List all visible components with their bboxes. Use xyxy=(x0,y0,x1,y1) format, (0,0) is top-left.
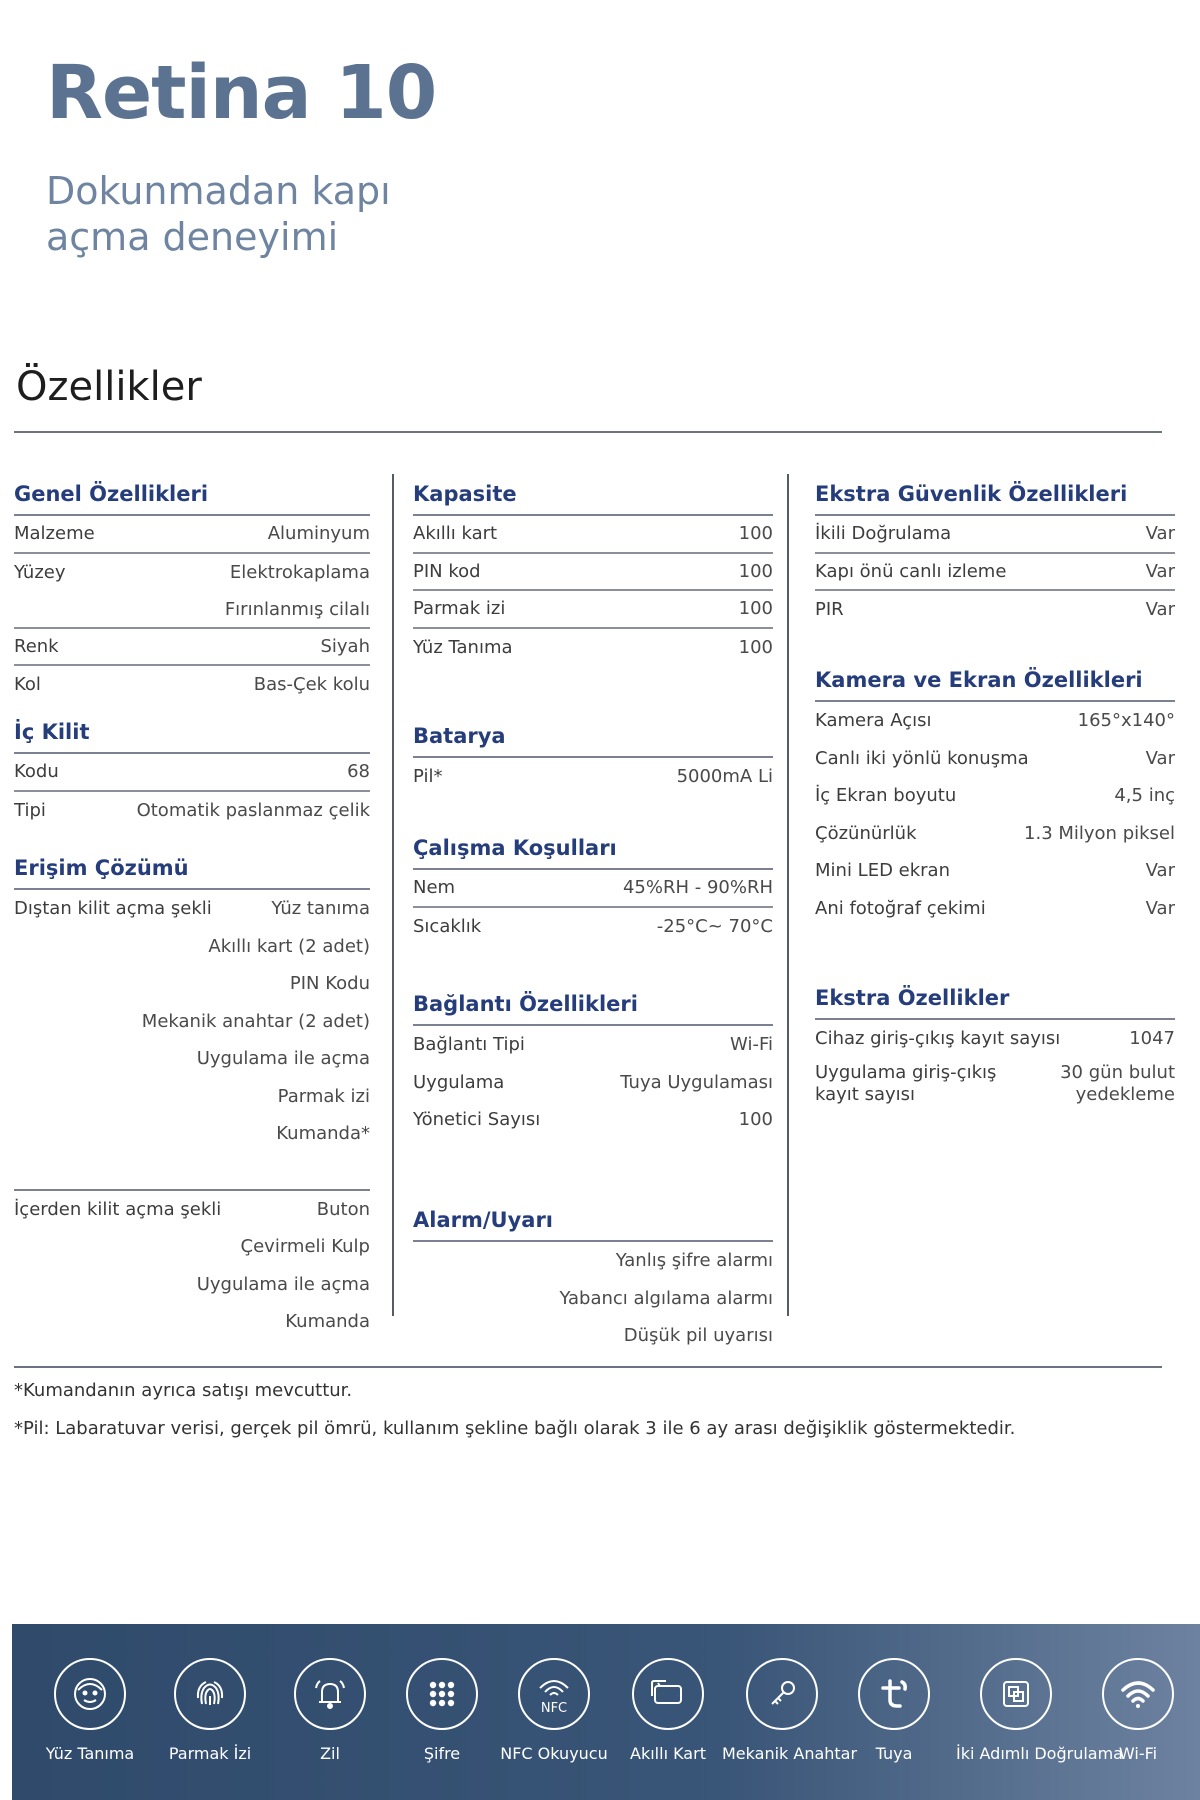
spec-value xyxy=(1060,1062,1175,1106)
spec-key: Ani fotoğraf çekimi xyxy=(815,897,986,919)
group-baglanti xyxy=(413,984,773,1139)
spec-key: PIN kod xyxy=(413,560,481,582)
spec-value-cont: Uygulama ile açma xyxy=(196,1048,370,1069)
group-title: Ekstra Güvenlik Özellikleri xyxy=(815,474,1175,516)
feature-tuya xyxy=(834,1658,954,1763)
spec-row xyxy=(815,591,1175,629)
spec-key-line: Uygulama giriş-çıkış xyxy=(815,1061,997,1083)
group-batarya xyxy=(413,716,773,796)
spec-row xyxy=(413,1101,773,1139)
column-divider-1 xyxy=(392,474,394,1316)
spec-row xyxy=(815,815,1175,853)
subtitle-line-2: açma deneyimi xyxy=(46,215,339,259)
feature-label: İki Adımlı Doğrulama xyxy=(956,1744,1123,1763)
spec-value-cont: Çevirmeli Kulp xyxy=(240,1236,370,1257)
spec-value-line: yedekleme xyxy=(1075,1083,1175,1105)
wifi-icon xyxy=(1102,1658,1174,1730)
spec-key: Kamera Açısı xyxy=(815,710,932,732)
spec-row xyxy=(413,758,773,796)
feature-label: Mekanik Anahtar xyxy=(722,1744,858,1763)
spec-key: İkili Doğrulama xyxy=(815,523,952,545)
feature-label: Zil xyxy=(320,1744,340,1763)
feature-two-factor xyxy=(956,1658,1123,1763)
group-title: Alarm/Uyarı xyxy=(413,1200,773,1242)
fingerprint-icon xyxy=(174,1658,246,1730)
spec-value: 68 xyxy=(347,761,370,783)
spec-row xyxy=(815,554,1175,592)
spec-key: Uygulama xyxy=(413,1071,505,1093)
spec-row xyxy=(413,870,773,908)
group-ic-kilit xyxy=(14,712,370,829)
face-icon xyxy=(54,1658,126,1730)
spec-value-line: 30 gün bulut xyxy=(1060,1061,1175,1083)
group-kapasite xyxy=(413,474,773,666)
product-title: Retina 10 xyxy=(46,50,437,136)
spec-key: Canlı iki yönlü konuşma xyxy=(815,747,1029,769)
spec-key: Pil* xyxy=(413,766,443,788)
spec-value: Buton xyxy=(316,1198,370,1220)
spec-value: 100 xyxy=(738,1109,773,1131)
spec-key: İçerden kilit açma şekli xyxy=(14,1198,222,1220)
spec-key: Kodu xyxy=(14,761,59,783)
spec-key-line: kayıt sayısı xyxy=(815,1083,916,1105)
spec-value: Var xyxy=(1145,560,1175,582)
spec-row xyxy=(815,516,1175,554)
spec-value: Var xyxy=(1145,897,1175,919)
alarm-item: Yabancı algılama alarmı xyxy=(559,1287,773,1309)
footnote: *Kumandanın ayrıca satışı mevcuttur. xyxy=(14,1380,353,1401)
group-ekstra-guvenlik xyxy=(815,474,1175,629)
spec-value: Var xyxy=(1145,860,1175,882)
alarm-item: Düşük pil uyarısı xyxy=(623,1325,773,1346)
spec-key: Malzeme xyxy=(14,523,95,545)
spec-row xyxy=(14,792,370,830)
divider-bottom xyxy=(14,1366,1162,1368)
spec-value-cont: Mekanik anahtar (2 adet) xyxy=(141,1010,370,1032)
spec-value-cont: Kumanda* xyxy=(276,1123,370,1144)
spec-value-cont: PIN Kodu xyxy=(289,973,370,994)
spec-value: 165°x140° xyxy=(1077,710,1175,732)
spec-row xyxy=(815,702,1175,740)
spec-row xyxy=(413,591,773,629)
spec-value-cont: Fırınlanmış cilalı xyxy=(14,591,370,629)
subtitle-line-1: Dokunmadan kapı xyxy=(46,169,391,213)
spec-key: Nem xyxy=(413,877,456,899)
spec-key: Mini LED ekran xyxy=(815,860,950,882)
spec-value: Var xyxy=(1145,599,1175,621)
feature-label: Şifre xyxy=(423,1744,461,1763)
two-factor-icon xyxy=(980,1658,1052,1730)
spec-key: Çözünürlük xyxy=(815,822,917,844)
spec-row xyxy=(14,629,370,667)
feature-face xyxy=(30,1658,150,1763)
spec-value: Wi-Fi xyxy=(730,1034,773,1056)
spec-value-cont: Uygulama ile açma xyxy=(196,1273,370,1295)
spec-value: Var xyxy=(1145,747,1175,769)
group-title: Çalışma Koşulları xyxy=(413,828,773,870)
feature-label: Wi-Fi xyxy=(1118,1744,1158,1763)
group-ekstra xyxy=(815,978,1175,1114)
spec-value: 100 xyxy=(738,523,773,545)
spec-key: Cihaz giriş-çıkış kayıt sayısı xyxy=(815,1028,1061,1050)
group-title: Ekstra Özellikler xyxy=(815,978,1175,1020)
spec-value: Elektrokaplama xyxy=(229,561,370,583)
spec-key: Dıştan kilit açma şekli xyxy=(14,898,212,920)
spec-value: 1.3 Milyon piksel xyxy=(1024,822,1175,844)
nfc-icon xyxy=(518,1658,590,1730)
card-icon xyxy=(632,1658,704,1730)
spec-value: Var xyxy=(1145,523,1175,545)
spec-row xyxy=(413,1064,773,1102)
spec-row xyxy=(815,890,1175,928)
spec-key: Tipi xyxy=(14,799,46,821)
spec-row xyxy=(14,890,370,928)
group-calisma xyxy=(413,828,773,945)
feature-keypad xyxy=(382,1658,502,1763)
key-icon xyxy=(746,1658,818,1730)
spec-row xyxy=(413,1026,773,1064)
group-title: Bağlantı Özellikleri xyxy=(413,984,773,1026)
spec-key: Bağlantı Tipi xyxy=(413,1034,525,1056)
svg-text:NFC: NFC xyxy=(540,1701,568,1716)
spec-row xyxy=(413,629,773,667)
feature-label: Akıllı Kart xyxy=(630,1744,706,1763)
spec-row xyxy=(815,1020,1175,1058)
spec-row xyxy=(14,516,370,554)
spec-key: Sıcaklık xyxy=(413,915,482,937)
tuya-icon xyxy=(858,1658,930,1730)
spec-key: İç Ekran boyutu xyxy=(815,785,957,807)
feature-bell xyxy=(270,1658,390,1763)
spec-key: Kapı önü canlı izleme xyxy=(815,560,1007,582)
spec-value: 100 xyxy=(738,560,773,582)
spec-value: -25°C~ 70°C xyxy=(656,915,773,937)
spec-key: Yüz Tanıma xyxy=(413,636,513,658)
spec-value: 100 xyxy=(738,598,773,620)
spec-key: PIR xyxy=(815,599,844,621)
feature-key xyxy=(722,1658,858,1763)
spec-row xyxy=(14,666,370,704)
spec-value: 45%RH - 90%RH xyxy=(622,877,773,899)
divider-top xyxy=(14,431,1162,433)
group-alarm xyxy=(413,1200,773,1355)
spec-value: Siyah xyxy=(320,635,370,657)
feature-label: Yüz Tanıma xyxy=(45,1744,135,1763)
keypad-icon xyxy=(406,1658,478,1730)
group-title: Genel Özellikleri xyxy=(14,474,370,516)
spec-value: Otomatik paslanmaz çelik xyxy=(136,799,370,821)
feature-wifi xyxy=(1078,1658,1198,1763)
spec-row xyxy=(413,908,773,946)
group-title: Kapasite xyxy=(413,474,773,516)
alarm-item: Yanlış şifre alarmı xyxy=(615,1250,773,1271)
spec-row xyxy=(14,554,370,592)
spec-key xyxy=(815,1062,996,1106)
spec-row xyxy=(815,852,1175,890)
column-divider-2 xyxy=(787,474,789,1316)
spec-row xyxy=(815,1058,1175,1114)
bell-icon xyxy=(294,1658,366,1730)
spec-row xyxy=(14,1191,370,1229)
spec-key: Kol xyxy=(14,674,41,696)
spec-value: Tuya Uygulaması xyxy=(620,1071,773,1093)
spec-key: Akıllı kart xyxy=(413,523,498,545)
product-subtitle xyxy=(46,168,391,260)
footnote: *Pil: Labaratuvar verisi, gerçek pil ömrü, kullanım şekline bağlı olarak 3 ile 6 ay arası değişiklik göstermektedir. xyxy=(14,1418,1016,1439)
spec-row xyxy=(413,516,773,554)
spec-value-cont: Parmak izi xyxy=(277,1085,370,1107)
feature-fingerprint xyxy=(150,1658,270,1763)
group-title: Erişim Çözümü xyxy=(14,848,370,890)
spec-value: 4,5 inç xyxy=(1114,785,1175,807)
spec-value: Yüz tanıma xyxy=(271,898,370,920)
spec-row xyxy=(413,554,773,592)
group-title: İç Kilit xyxy=(14,712,370,754)
feature-nfc xyxy=(494,1658,614,1763)
feature-label: Tuya xyxy=(875,1744,913,1763)
spec-key: Yüzey xyxy=(14,561,66,583)
spec-value: Bas-Çek kolu xyxy=(253,674,370,696)
spec-row xyxy=(14,754,370,792)
spec-value-cont: Akıllı kart (2 adet) xyxy=(208,935,370,957)
spec-row xyxy=(815,740,1175,778)
group-genel xyxy=(14,474,370,704)
spec-value: 5000mA Li xyxy=(676,766,773,788)
section-title: Özellikler xyxy=(16,364,202,410)
spec-value: 1047 xyxy=(1129,1028,1175,1050)
group-title: Batarya xyxy=(413,716,773,758)
spec-key: Renk xyxy=(14,635,59,657)
spec-key: Yönetici Sayısı xyxy=(413,1109,541,1131)
spec-key: Parmak izi xyxy=(413,598,506,620)
group-title: Kamera ve Ekran Özellikleri xyxy=(815,660,1175,702)
feature-bar xyxy=(12,1624,1200,1800)
spec-value-cont: Kumanda xyxy=(285,1311,370,1332)
spec-row xyxy=(815,777,1175,815)
group-erisim xyxy=(14,848,370,1341)
spec-value: Aluminyum xyxy=(267,523,370,545)
feature-label: Parmak İzi xyxy=(168,1744,252,1763)
feature-card xyxy=(608,1658,728,1763)
group-kamera xyxy=(815,660,1175,927)
spec-value: 100 xyxy=(738,636,773,658)
feature-label: NFC Okuyucu xyxy=(500,1744,608,1763)
